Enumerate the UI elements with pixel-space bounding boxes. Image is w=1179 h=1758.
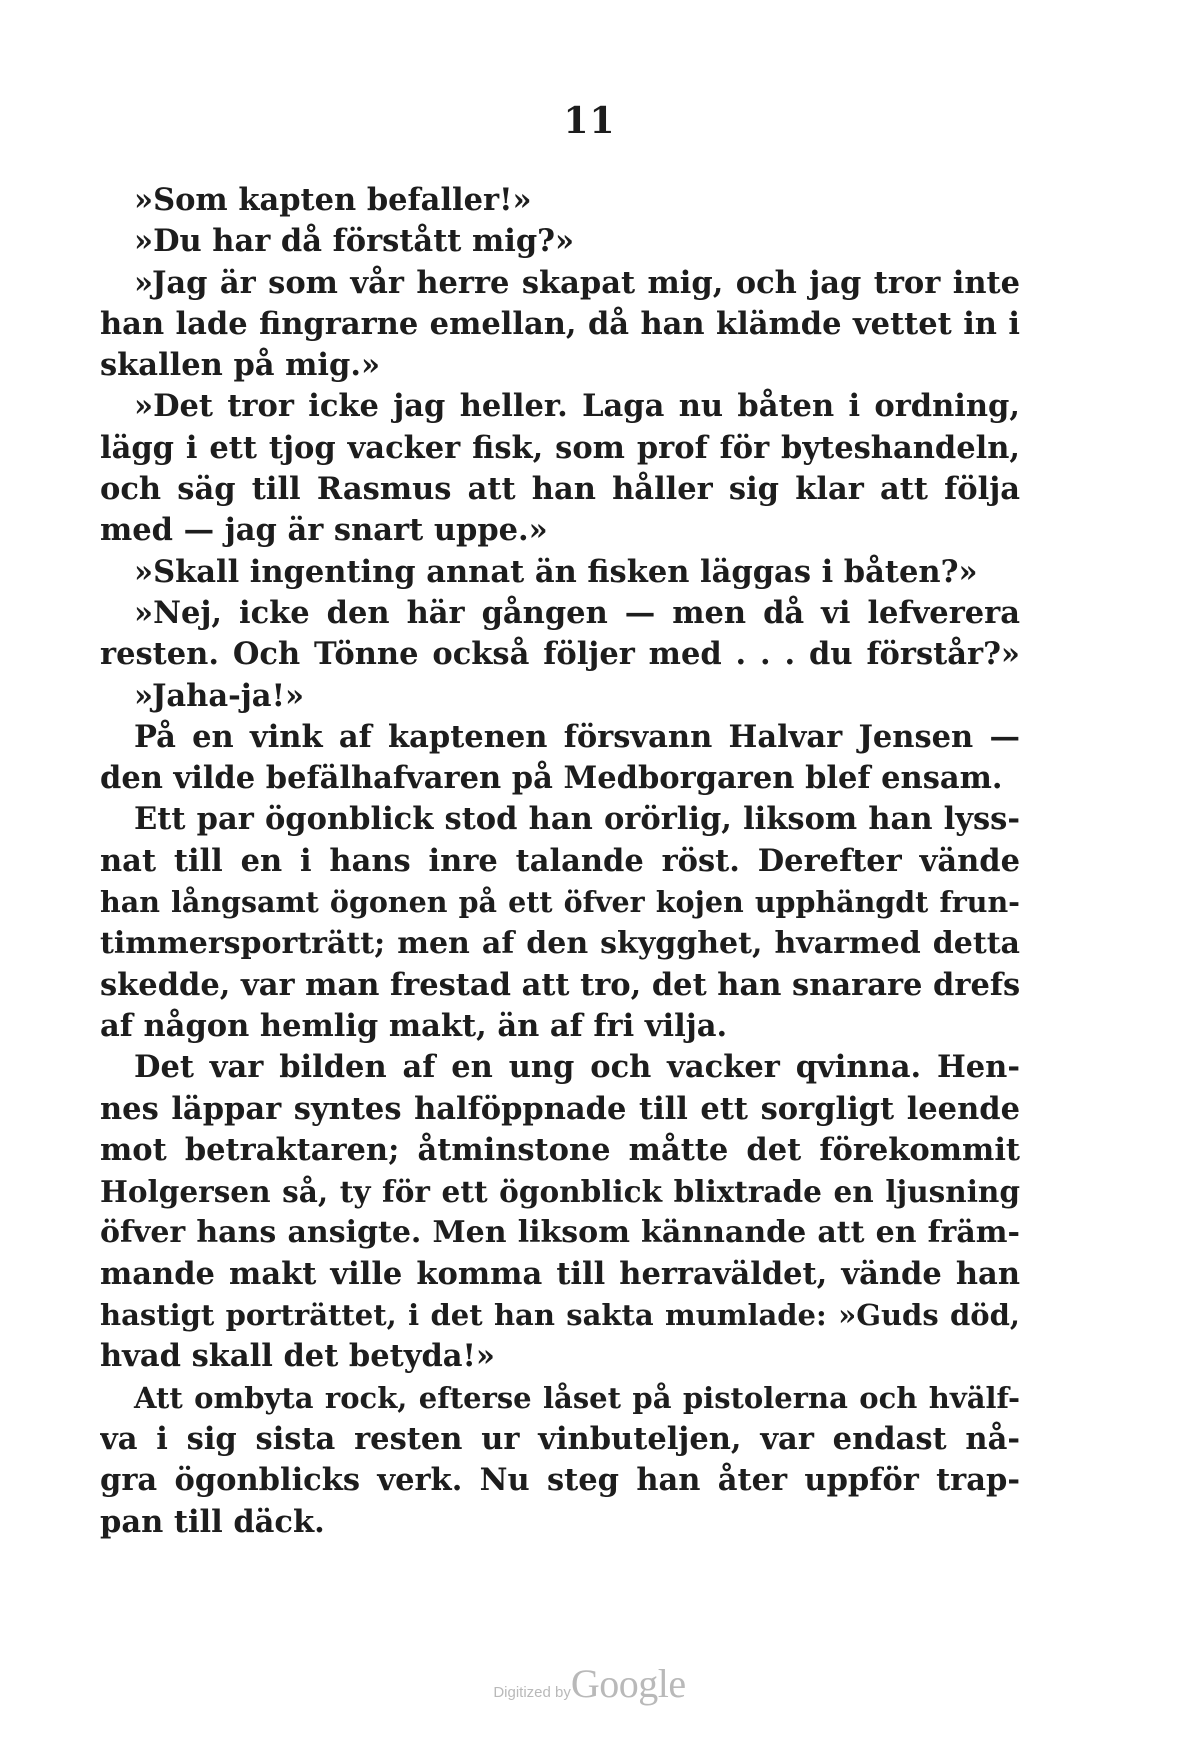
text-line: Holgersen så, ty för ett ögonblick blixtrade en ljusning xyxy=(100,1174,1020,1210)
watermark-prefix: Digitized by xyxy=(493,1684,571,1701)
text-line: mande makt ville komma till herraväldet, vände han xyxy=(100,1255,1020,1292)
text-line: På en vink af kaptenen försvann Halvar Jensen — xyxy=(134,718,1020,755)
text-line: hastigt porträttet, i det han sakta mumlade: »Guds död, xyxy=(100,1298,1020,1333)
text-line: nes läppar syntes halföppnade till ett sorgligt leende xyxy=(100,1090,1020,1127)
watermark-brand: Google xyxy=(570,1661,686,1706)
text-line: af någon hemlig makt, än af fri vilja. xyxy=(100,1007,728,1044)
text-line: han lade fingrarne emellan, då han klämde vettet in i xyxy=(100,305,1020,342)
digitization-watermark xyxy=(0,1660,1179,1707)
text-line: »Skall ingenting annat än fisken läggas i båten?» xyxy=(134,553,978,590)
body-text xyxy=(100,180,1020,1543)
text-line: »Jag är som vår herre skapat mig, och jag tror inte xyxy=(134,264,1020,301)
text-line: timmersporträtt; men af den skygghet, hvarmed detta xyxy=(100,926,1020,962)
text-line: den vilde befälhafvaren på Medborgaren blef ensam. xyxy=(100,760,1003,797)
text-line: »Du har då förstått mig?» xyxy=(134,223,575,260)
text-line: lägg i ett tjog vacker fisk, som prof för byteshandeln, xyxy=(100,429,1020,466)
page-number: 11 xyxy=(563,100,616,142)
text-line: och säg till Rasmus att han håller sig klar att följa xyxy=(100,471,1020,508)
text-line: »Det tror icke jag heller. Laga nu båten i ordning, xyxy=(134,388,1020,425)
text-line: Ett par ögonblick stod han orörlig, liksom han lyss- xyxy=(134,801,1020,838)
text-line: öfver hans ansigte. Men liksom kännande att en främ- xyxy=(100,1215,1020,1251)
text-line: »Nej, icke den här gången — men då vi lefverera xyxy=(134,594,1020,631)
text-line: »Som kapten befaller!» xyxy=(134,182,532,218)
text-line: resten. Och Tönne också följer med . . . du förstår?» xyxy=(100,636,1020,673)
text-line: nat till en i hans inre talande röst. Derefter vände xyxy=(100,842,1020,879)
text-line: Det var bilden af en ung och vacker qvinna. Hen- xyxy=(134,1049,1020,1086)
text-line: gra ögonblicks verk. Nu steg han åter uppför trap- xyxy=(100,1462,1020,1499)
text-line: med — jag är snart uppe.» xyxy=(100,512,548,549)
text-line: hvad skall det betyda!» xyxy=(100,1338,495,1375)
text-line: pan till däck. xyxy=(100,1503,325,1540)
text-line: va i sig sista resten ur vinbuteljen, var endast nå- xyxy=(100,1420,1020,1457)
text-line: skallen på mig.» xyxy=(100,347,381,384)
text-line: skedde, var man frestad att tro, det han snarare drefs xyxy=(100,966,1020,1003)
text-line: Att ombyta rock, efterse låset på pistolerna och hvälf- xyxy=(134,1380,1020,1415)
text-line: »Jaha-ja!» xyxy=(134,677,305,714)
text-line: mot betraktaren; åtminstone måtte det förekommit xyxy=(100,1131,1020,1168)
text-line: han långsamt ögonen på ett öfver kojen upphängdt frun- xyxy=(100,885,1020,920)
